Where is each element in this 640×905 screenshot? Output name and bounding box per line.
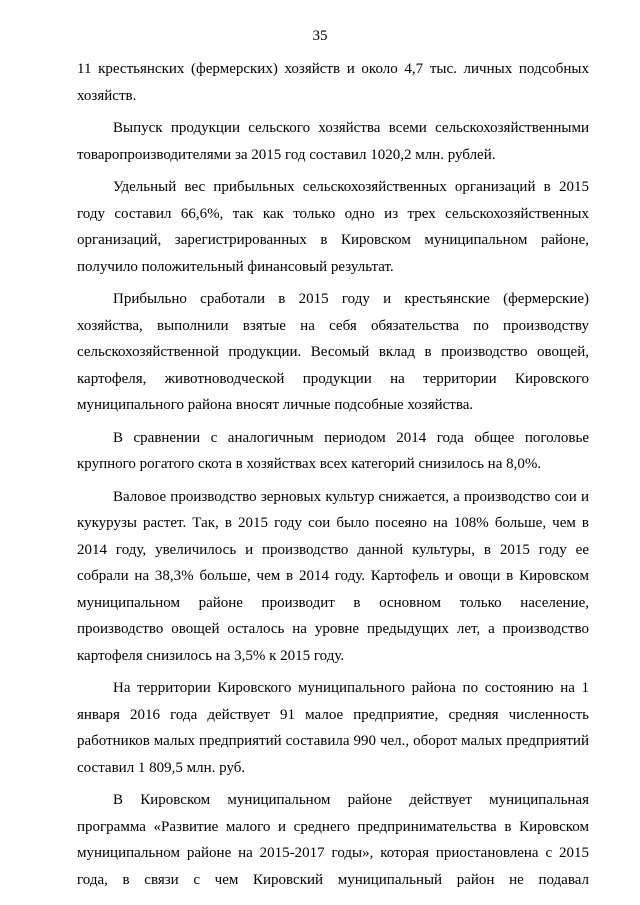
page-number: 35 (312, 28, 328, 44)
paragraph-municipal-program: В Кировском муниципальном районе действует муниципальная программа «Развитие малого и среднего предпринимательства в Кировском муниципальном районе на 2015-2017 годы», которая приостановлена с 2015 года, в связи с чем Кировский муниципальный район не подавал (77, 792, 589, 888)
paragraph-small-business: На территории Кировского муниципального района по состоянию на 1 января 2016 года действует 91 малое предприятие, средняя численность работников малых предприятий составила 990 чел., оборот малых предприятий составил 1 809,5 млн. руб. (77, 680, 589, 776)
paragraph-farms-count: 11 крестьянских (фермерских) хозяйств и около 4,7 тыс. личных подсобных хозяйств. (77, 61, 589, 104)
paragraph-agricultural-output: Выпуск продукции сельского хозяйства всеми сельскохозяйственными товаропроизводителями за 2015 год составил 1020,2 млн. рублей. (77, 120, 589, 163)
paragraph-farm-contributions: Прибыльно сработали в 2015 году и крестьянские (фермерские) хозяйства, выполнили взятые на себя обязательства по производству сельскохозяйственной продукции. Весомый вклад в производство овощей, картофеля, животноводческой продукции на территории Кировского муниципального района вносят личные подсобные хозяйства. (77, 291, 589, 413)
paragraph-profitable-organizations: Удельный вес прибыльных сельскохозяйственных организаций в 2015 году составил 66,6%, так как только одно из трех сельскохозяйственных организаций, зарегистрированных в Кировском муниципальном районе, получило положительный финансовый результат. (77, 179, 589, 275)
document-body (77, 56, 589, 899)
paragraph-cattle-comparison: В сравнении с аналогичным периодом 2014 года общее поголовье крупного рогатого скота в хозяйствах всех категорий снизилось на 8,0%. (77, 429, 589, 472)
paragraph-crop-production: Валовое производство зерновых культур снижается, а производство сои и кукурузы растет. Так, в 2015 году сои было посеяно на 108% больше, чем в 2014 году, увеличилось и производство данной культуры, в 2015 году ее собрали на 38,3% больше, чем в 2014 году. Картофель и овощи в Кировском муниципальном районе производит в основном только население, производство овощей осталось на уровне предыдущих лет, а производство картофеля снизилось на 3,5% к 2015 году. (77, 488, 589, 664)
